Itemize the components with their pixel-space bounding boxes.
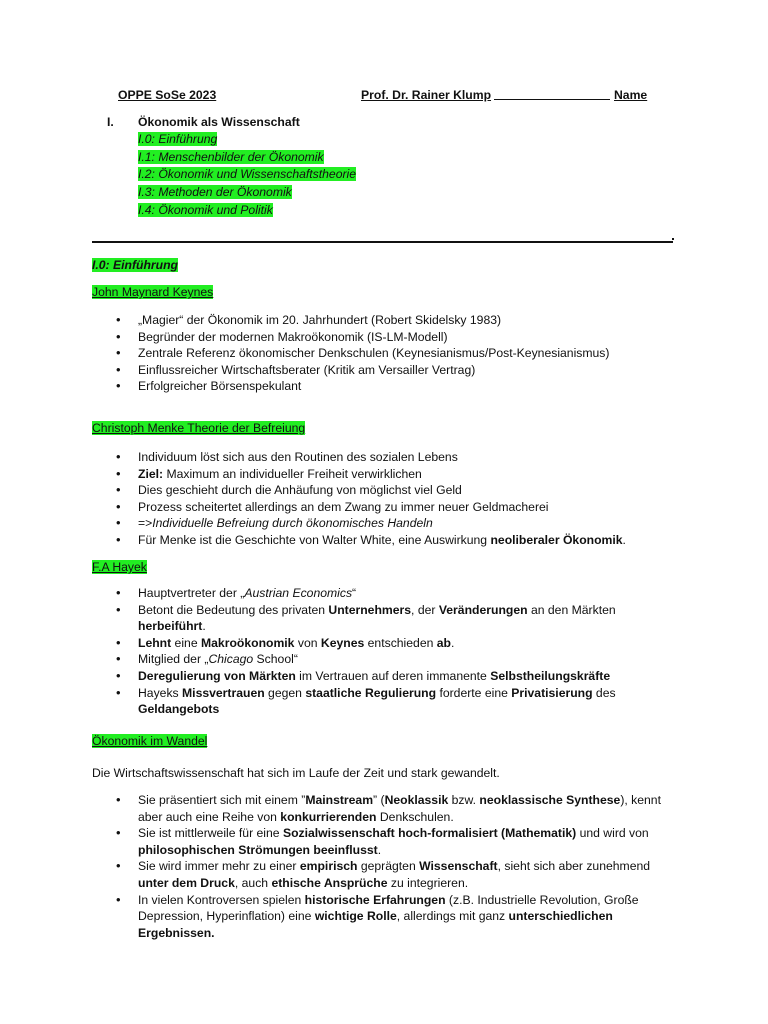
list-item: • Sie präsentiert sich mit einem ”Mainstream” (Neoklassik bzw. neoklassische Synthese), kennt aber auch eine Reihe von konkurrierenden Denkschulen. bbox=[0, 792, 768, 825]
hayek-bullet-list bbox=[0, 585, 768, 718]
keynes-bullet-list bbox=[0, 312, 768, 395]
list-item: • Hauptvertreter der „Austrian Economics“ bbox=[0, 585, 768, 602]
toc-item-3: I.3: Methoden der Ökonomik bbox=[138, 185, 292, 199]
list-item: • Zentrale Referenz ökonomischer Denkschulen (Keynesianismus/Post-Keynesianismus) bbox=[0, 345, 768, 362]
rule-end-mark bbox=[672, 238, 674, 240]
list-item: • Prozess scheitertet allerdings an dem Zwang zu immer neuer Geldmacherei bbox=[0, 499, 768, 516]
menke-heading: Christoph Menke Theorie der Befreiung bbox=[92, 421, 306, 435]
list-item: • Betont die Bedeutung des privaten Unternehmers, der Veränderungen an den Märkten herbeiführt. bbox=[0, 602, 768, 635]
toc-item-1: I.1: Menschenbilder der Ökonomik bbox=[138, 150, 324, 164]
wandel-bullet-list bbox=[0, 792, 768, 941]
list-item: • Lehnt eine Makroökonomik von Keynes entschieden ab. bbox=[0, 635, 768, 652]
list-item: • =>Individuelle Befreiung durch ökonomisches Handeln bbox=[0, 515, 768, 532]
list-item: • Sie ist mittlerweile für eine Sozialwissenschaft hoch-formalisiert (Mathematik) und wird von philosophischen Strömungen beeinflusst. bbox=[0, 825, 768, 858]
hayek-heading: F.A Hayek bbox=[92, 560, 147, 574]
list-item: • Ziel: Maximum an individueller Freiheit verwirklichen bbox=[0, 466, 768, 483]
professor-name: Prof. Dr. Rainer Klump bbox=[361, 88, 492, 102]
toc-item-4: I.4: Ökonomik und Politik bbox=[138, 203, 273, 217]
list-item: • Mitglied der „Chicago School“ bbox=[0, 651, 768, 668]
list-item: • In vielen Kontroversen spielen historische Erfahrungen (z.B. Industrielle Revolution, Große Depression, Hyperinflation) eine wichtige Rolle, allerdings mit ganz unterschiedlichen Ergebnissen. bbox=[0, 892, 768, 942]
toc-item-2: I.2: Ökonomik und Wissenschaftstheorie bbox=[138, 167, 357, 181]
menke-bullet-list bbox=[0, 449, 768, 549]
toc-number: I. bbox=[107, 115, 114, 129]
list-item: • Deregulierung von Märkten im Vertrauen auf deren immanente Selbstheilungskräfte bbox=[0, 668, 768, 685]
list-item: • Dies geschieht durch die Anhäufung von möglichst viel Geld bbox=[0, 482, 768, 499]
list-item: • Erfolgreicher Börsenspekulant bbox=[0, 378, 768, 395]
section-heading-intro: I.0: Einführung bbox=[92, 258, 178, 272]
toc-item-0: I.0: Einführung bbox=[138, 132, 218, 146]
header-underline-gap bbox=[494, 99, 610, 100]
list-item: • Individuum löst sich aus den Routinen des sozialen Lebens bbox=[0, 449, 768, 466]
list-item: • Einflussreicher Wirtschaftsberater (Kritik am Versailler Vertrag) bbox=[0, 362, 768, 379]
keynes-heading: John Maynard Keynes bbox=[92, 285, 214, 299]
wandel-heading: Ökonomik im Wandel bbox=[92, 734, 208, 748]
wandel-intro: Die Wirtschaftswissenschaft hat sich im Laufe der Zeit und stark gewandelt. bbox=[92, 766, 500, 780]
horizontal-rule bbox=[92, 241, 673, 243]
list-item: • Hayeks Missvertrauen gegen staatliche Regulierung forderte eine Privatisierung des Geldangebots bbox=[0, 685, 768, 718]
name-label: Name bbox=[614, 88, 648, 102]
course-title: OPPE SoSe 2023 bbox=[118, 88, 217, 102]
list-item: • Sie wird immer mehr zu einer empirisch geprägten Wissenschaft, sieht sich aber zunehmend unter dem Druck, auch ethische Ansprüche zu integrieren. bbox=[0, 858, 768, 891]
toc-title: Ökonomik als Wissenschaft bbox=[138, 115, 300, 129]
list-item: • Für Menke ist die Geschichte von Walter White, eine Auswirkung neoliberaler Ökonomik. bbox=[0, 532, 768, 549]
list-item: • „Magier“ der Ökonomik im 20. Jahrhundert (Robert Skidelsky 1983) bbox=[0, 312, 768, 329]
list-item: • Begründer der modernen Makroökonomik (IS-LM-Modell) bbox=[0, 329, 768, 346]
